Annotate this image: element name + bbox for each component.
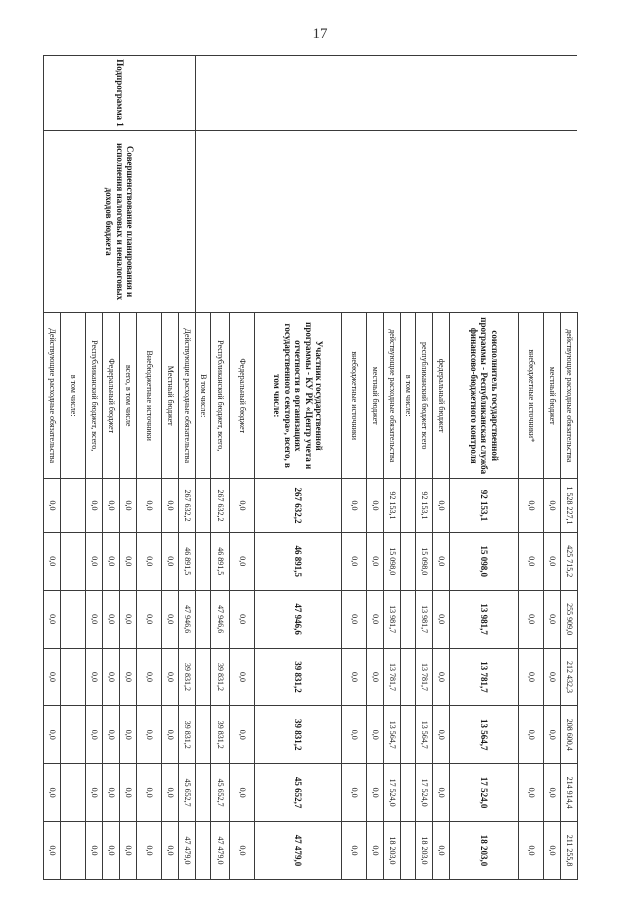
value-cell: 0,0: [103, 764, 120, 822]
value-cell: 0,0: [544, 590, 561, 648]
value-cell: 211 255,8: [561, 822, 578, 880]
table-row: [179, 56, 196, 880]
value-cell: 47 946,6: [255, 590, 342, 648]
row-label: действующие расходные обязательства: [384, 313, 401, 479]
task-label: Совершенствование планирования и исполнения налоговых и неналоговых доходов бюджета: [104, 143, 136, 301]
task-blank-cell: [416, 131, 433, 313]
value-cell: 0,0: [342, 590, 367, 648]
value-cell: 0,0: [162, 479, 179, 533]
value-cell: 425 715,2: [561, 532, 578, 590]
value-cell: [196, 764, 211, 822]
value-cell: [61, 479, 86, 533]
value-cell: 0,0: [120, 706, 137, 764]
budget-table-body: [44, 56, 578, 880]
value-cell: 267 632,2: [179, 479, 196, 533]
value-cell: 0,0: [367, 590, 384, 648]
value-cell: 0,0: [86, 479, 103, 533]
value-cell: 255 909,0: [561, 590, 578, 648]
value-cell: 92 153,1: [416, 479, 433, 533]
task-blank-cell: [196, 131, 211, 313]
row-label: Действующие расходные обязательства: [179, 313, 196, 479]
budget-table-sheet: [0, 55, 640, 880]
value-cell: 39 831,2: [255, 706, 342, 764]
value-cell: 13 564,7: [384, 706, 401, 764]
value-cell: 45 652,7: [211, 764, 230, 822]
value-cell: [196, 532, 211, 590]
value-cell: 0,0: [162, 764, 179, 822]
task-blank-cell: [342, 131, 367, 313]
task-blank-cell: [519, 131, 544, 313]
value-cell: 92 153,1: [384, 479, 401, 533]
value-cell: 47 479,0: [179, 822, 196, 880]
table-row: [450, 56, 519, 880]
value-cell: 45 652,7: [255, 764, 342, 822]
value-cell: 0,0: [162, 532, 179, 590]
value-cell: 0,0: [137, 590, 162, 648]
value-cell: 0,0: [86, 822, 103, 880]
value-cell: [401, 648, 416, 706]
task-blank-cell: [255, 131, 342, 313]
value-cell: [196, 590, 211, 648]
value-cell: 0,0: [367, 822, 384, 880]
value-cell: 0,0: [120, 532, 137, 590]
value-cell: 0,0: [519, 706, 544, 764]
value-cell: 15 098,0: [450, 532, 519, 590]
subprogram-blank-cell: [450, 56, 519, 131]
subprogram-blank-cell: [433, 56, 450, 131]
value-cell: 0,0: [162, 706, 179, 764]
value-cell: 0,0: [137, 648, 162, 706]
table-row: [211, 56, 230, 880]
value-cell: 17 524,0: [384, 764, 401, 822]
value-cell: [196, 822, 211, 880]
row-label: местный бюджет: [367, 313, 384, 479]
value-cell: [61, 648, 86, 706]
table-row: [433, 56, 450, 880]
value-cell: 47 946,6: [179, 590, 196, 648]
value-cell: 0,0: [86, 764, 103, 822]
table-row: [401, 56, 416, 880]
value-cell: 0,0: [103, 648, 120, 706]
value-cell: 0,0: [137, 532, 162, 590]
value-cell: 17 524,0: [450, 764, 519, 822]
row-label: действующие расходные обязательства: [561, 313, 578, 479]
subprogram-blank-cell: [401, 56, 416, 131]
value-cell: 0,0: [86, 590, 103, 648]
page-number: 17: [312, 26, 328, 42]
row-label: Федеральный бюджет: [103, 313, 120, 479]
value-cell: 0,0: [162, 822, 179, 880]
value-cell: 0,0: [433, 648, 450, 706]
value-cell: [401, 822, 416, 880]
value-cell: 0,0: [519, 590, 544, 648]
value-cell: 0,0: [137, 479, 162, 533]
value-cell: [61, 532, 86, 590]
value-cell: 208 600,4: [561, 706, 578, 764]
value-cell: 39 831,2: [255, 648, 342, 706]
value-cell: 0,0: [433, 532, 450, 590]
value-cell: 13 981,7: [450, 590, 519, 648]
value-cell: 18 203,0: [450, 822, 519, 880]
task-blank-cell: [433, 131, 450, 313]
task-cell: [44, 131, 196, 313]
value-cell: [401, 590, 416, 648]
value-cell: [61, 764, 86, 822]
value-cell: 0,0: [367, 648, 384, 706]
row-label: внебюджетные источники*: [519, 313, 544, 479]
task-blank-cell: [544, 131, 561, 313]
value-cell: 0,0: [137, 764, 162, 822]
value-cell: 0,0: [519, 822, 544, 880]
subprogram-blank-cell: [384, 56, 401, 131]
value-cell: 13 781,7: [450, 648, 519, 706]
value-cell: 1 528 227,1: [561, 479, 578, 533]
table-row: [561, 56, 578, 880]
task-blank-cell: [450, 131, 519, 313]
value-cell: 0,0: [162, 590, 179, 648]
value-cell: 15 098,0: [416, 532, 433, 590]
value-cell: 13 564,7: [416, 706, 433, 764]
value-cell: 0,0: [120, 648, 137, 706]
table-row: [342, 56, 367, 880]
value-cell: 0,0: [103, 479, 120, 533]
value-cell: 0,0: [342, 706, 367, 764]
table-row: [230, 56, 255, 880]
value-cell: 17 524,0: [416, 764, 433, 822]
value-cell: 46 891,5: [255, 532, 342, 590]
value-cell: 0,0: [230, 590, 255, 648]
row-label: в том числе:: [401, 313, 416, 479]
table-row: [255, 56, 342, 880]
subprogram-blank-cell: [416, 56, 433, 131]
row-label: в том числе:: [61, 313, 86, 479]
row-label: соисполнитель государственной программы - Республиканская служба финансово-бюджетного контроля: [450, 313, 519, 479]
task-blank-cell: [230, 131, 255, 313]
value-cell: 0,0: [230, 479, 255, 533]
value-cell: 0,0: [342, 479, 367, 533]
value-cell: 0,0: [230, 822, 255, 880]
value-cell: 0,0: [367, 532, 384, 590]
task-blank-cell: [561, 131, 578, 313]
value-cell: 0,0: [544, 706, 561, 764]
value-cell: 0,0: [433, 822, 450, 880]
value-cell: 39 831,2: [211, 706, 230, 764]
value-cell: 0,0: [367, 764, 384, 822]
value-cell: 92 153,1: [450, 479, 519, 533]
value-cell: 0,0: [367, 479, 384, 533]
value-cell: 267 632,2: [255, 479, 342, 533]
value-cell: 0,0: [103, 532, 120, 590]
value-cell: 15 098,0: [384, 532, 401, 590]
value-cell: 0,0: [342, 822, 367, 880]
value-cell: 0,0: [544, 648, 561, 706]
value-cell: 0,0: [44, 479, 61, 533]
value-cell: 0,0: [342, 764, 367, 822]
row-label: Республиканский бюджет, всего,: [86, 313, 103, 479]
row-label: Действующие расходные обязательства: [44, 313, 61, 479]
value-cell: 47 946,6: [211, 590, 230, 648]
value-cell: 46 891,5: [211, 532, 230, 590]
value-cell: 0,0: [162, 648, 179, 706]
value-cell: 0,0: [433, 764, 450, 822]
value-cell: 0,0: [433, 706, 450, 764]
value-cell: 47 479,0: [211, 822, 230, 880]
row-label: Республиканский бюджет, всего,: [211, 313, 230, 479]
value-cell: [61, 822, 86, 880]
subprogram-blank-cell: [561, 56, 578, 131]
value-cell: 212 432,3: [561, 648, 578, 706]
value-cell: 0,0: [44, 648, 61, 706]
value-cell: [61, 590, 86, 648]
value-cell: 214 914,4: [561, 764, 578, 822]
subprogram-blank-cell: [196, 56, 211, 131]
subprogram-blank-cell: [255, 56, 342, 131]
value-cell: [196, 706, 211, 764]
budget-table: [43, 55, 578, 880]
value-cell: 45 652,7: [179, 764, 196, 822]
value-cell: 39 831,2: [179, 648, 196, 706]
value-cell: [401, 764, 416, 822]
value-cell: 0,0: [44, 822, 61, 880]
value-cell: 0,0: [120, 764, 137, 822]
value-cell: 0,0: [44, 764, 61, 822]
value-cell: [401, 532, 416, 590]
value-cell: 0,0: [544, 479, 561, 533]
value-cell: 0,0: [86, 532, 103, 590]
task-blank-cell: [401, 131, 416, 313]
value-cell: 0,0: [137, 822, 162, 880]
row-label: Участник государственной программы - КУ РК «Центр учета и отчетности в организациях государственного сектора», всего, в том числе:: [255, 313, 342, 479]
value-cell: 0,0: [230, 532, 255, 590]
subprogram-blank-cell: [544, 56, 561, 131]
row-label: Местный бюджет: [162, 313, 179, 479]
value-cell: 0,0: [544, 822, 561, 880]
value-cell: 18 203,0: [384, 822, 401, 880]
value-cell: 0,0: [103, 590, 120, 648]
task-blank-cell: [384, 131, 401, 313]
value-cell: 47 479,0: [255, 822, 342, 880]
value-cell: 0,0: [367, 706, 384, 764]
value-cell: 13 781,7: [416, 648, 433, 706]
subprogram-blank-cell: [519, 56, 544, 131]
value-cell: 0,0: [544, 532, 561, 590]
value-cell: 13 981,7: [416, 590, 433, 648]
subprogram-blank-cell: [367, 56, 384, 131]
value-cell: [196, 648, 211, 706]
table-row: [544, 56, 561, 880]
value-cell: 0,0: [519, 648, 544, 706]
row-label: Внебюджетные источники: [137, 313, 162, 479]
table-row: [519, 56, 544, 880]
subprogram-label: Подпрограмма 1: [114, 59, 125, 127]
value-cell: 18 203,0: [416, 822, 433, 880]
task-blank-cell: [211, 131, 230, 313]
value-cell: 0,0: [342, 532, 367, 590]
value-cell: 0,0: [433, 590, 450, 648]
row-label: В том числе:: [196, 313, 211, 479]
value-cell: 0,0: [230, 648, 255, 706]
value-cell: 13 564,7: [450, 706, 519, 764]
value-cell: 0,0: [103, 706, 120, 764]
subprogram-blank-cell: [342, 56, 367, 131]
value-cell: 0,0: [120, 822, 137, 880]
table-row: [384, 56, 401, 880]
value-cell: [61, 706, 86, 764]
value-cell: 39 831,2: [179, 706, 196, 764]
table-row: [416, 56, 433, 880]
value-cell: 0,0: [120, 590, 137, 648]
row-label: местный бюджет: [544, 313, 561, 479]
value-cell: [401, 479, 416, 533]
value-cell: 0,0: [44, 532, 61, 590]
value-cell: 0,0: [230, 706, 255, 764]
value-cell: 46 891,5: [179, 532, 196, 590]
value-cell: [401, 706, 416, 764]
table-row: [196, 56, 211, 880]
value-cell: 0,0: [519, 764, 544, 822]
row-label: Федеральный бюджет: [230, 313, 255, 479]
value-cell: 0,0: [519, 532, 544, 590]
value-cell: 267 632,2: [211, 479, 230, 533]
row-label: внебюджетные источники: [342, 313, 367, 479]
value-cell: 0,0: [230, 764, 255, 822]
row-label: федеральный бюджет: [433, 313, 450, 479]
value-cell: 13 781,7: [384, 648, 401, 706]
task-blank-cell: [367, 131, 384, 313]
rotated-table-container: [47, 55, 578, 880]
value-cell: 0,0: [433, 479, 450, 533]
table-row: [367, 56, 384, 880]
subprogram-blank-cell: [211, 56, 230, 131]
value-cell: 0,0: [137, 706, 162, 764]
row-label: республиканский бюджет всего: [416, 313, 433, 479]
value-cell: 0,0: [519, 479, 544, 533]
value-cell: 13 981,7: [384, 590, 401, 648]
value-cell: 0,0: [86, 706, 103, 764]
value-cell: 0,0: [342, 648, 367, 706]
subprogram-blank-cell: [230, 56, 255, 131]
value-cell: 0,0: [544, 764, 561, 822]
value-cell: 0,0: [44, 706, 61, 764]
value-cell: 39 831,2: [211, 648, 230, 706]
value-cell: 0,0: [103, 822, 120, 880]
row-label: всего, в том числе: [120, 313, 137, 479]
value-cell: [196, 479, 211, 533]
value-cell: 0,0: [120, 479, 137, 533]
value-cell: 0,0: [44, 590, 61, 648]
subprogram-cell: [44, 56, 196, 131]
value-cell: 0,0: [86, 648, 103, 706]
